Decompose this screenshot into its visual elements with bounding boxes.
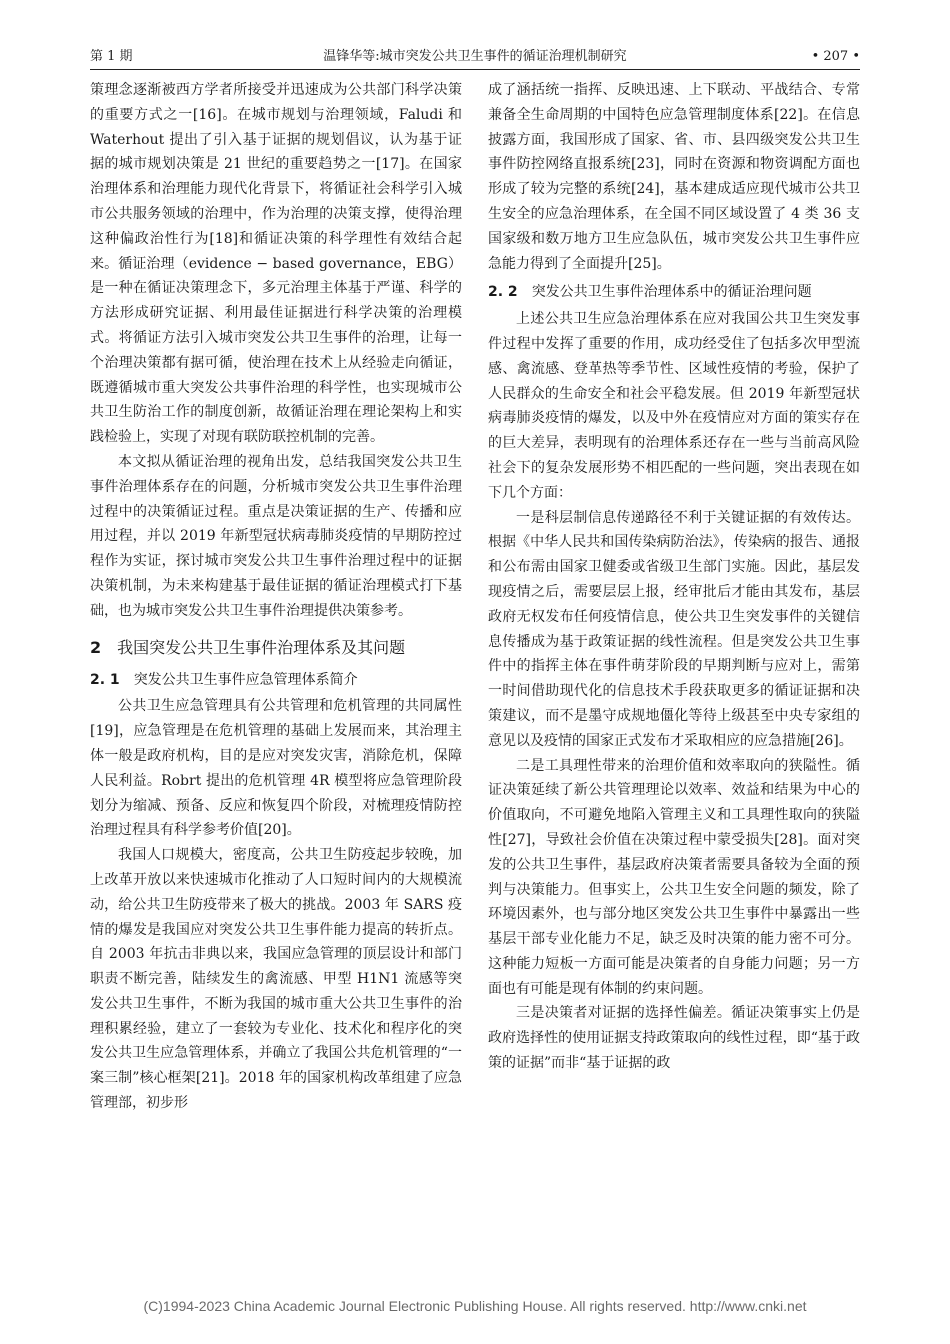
subsection-heading-2-1 [90, 668, 462, 693]
right-paragraph-5: 三是决策者对证据的选择性偏差。循证决策事实上仍是政府选择性的使用证据支持政策取向的线性过程，即“基于政策的证据”而非“基于证据的政 [488, 1005, 860, 1072]
left-paragraph-2: 本文拟从循证治理的视角出发，总结我国突发公共卫生事件治理体系存在的问题，分析城市突发公共卫生事件治理过程中的决策循证过程。重点是决策证据的生产、传播和应用过程，并以 2019 年新型冠状病毒肺炎疫情的早期防控过程作为实证，探讨城市突发公共卫生事件治理过程中的证据决策机制，为未来构建基于最佳证据的循证治理模式打下基础，也为城市突发公共卫生事件治理提供决策参考。 [90, 453, 462, 619]
header-rule [90, 69, 860, 70]
subsection-title: 突发公共卫生事件治理体系中的循证治理问题 [531, 284, 812, 301]
copyright-footer: (C)1994-2023 China Academic Journal Electronic Publishing House. All rights reserved. http://www.cnki.net [143, 1298, 807, 1314]
issue-label: 第 1 期 [90, 49, 133, 64]
subsection-heading-2-2 [488, 280, 860, 305]
right-paragraph-4: 二是工具理性带来的治理价值和效率取向的狭隘性。循证决策延续了新公共管理理论以效率、效益和结果为中心的价值取向，不可避免地陷入管理主义和工具理性取向的狭隘性[27]，导致社会价值在决策过程中蒙受损失[28]。面对突发的公共卫生事件，基层政府决策者需要具备较为全面的预判与决策能力。但事实上，公共卫生安全问题的频发，除了环境因素外，也与部分地区突发公共卫生事件中暴露出一些基层干部专业化能力不足，缺乏及时决策的能力密不可分。这种能力短板一方面可能是决策者的自身能力问题；另一方面也有可能是现有体制的约束问题。 [488, 757, 860, 997]
right-paragraph-2: 上述公共卫生应急治理体系在应对我国公共卫生突发事件过程中发挥了重要的作用，成功经受住了包括多次甲型流感、禽流感、登革热等季节性、区域性疫情的考验，保护了人民群众的生命安全和社会平稳发展。但 2019 年新型冠状病毒肺炎疫情的爆发，以及中外在疫情应对方面的策实存在的巨大差异，表明现有的治理体系还存在一些与当前高风险社会下的复杂发展形势不相匹配的一些问题，突出表现在如下几个方面： [488, 311, 860, 501]
left-paragraph-4: 我国人口规模大，密度高，公共卫生防疫起步较晚，加上改革开放以来快速城市化推动了人口短时间内的大规模流动，给公共卫生防疫带来了极大的挑战。2003 年 SARS 疫情的爆发是我国应对突发公共卫生事件能力提高的转折点。自 2003 年抗击非典以来，我国应急管理的顶层设计和部门职责不断完善，陆续发生的禽流感、甲型 H1N1 流感等突发公共卫生事件，不断为我国的城市重大公共卫生事件的治理积累经验，建立了一套较为专业化、技术化和程序化的突发公共卫生应急管理体系，并确立了我国公共危机管理的“一案三制”核心框架[21]。2018 年的国家机构改革组建了应急管理部，初步形 [90, 847, 462, 1112]
section-title: 我国突发公共卫生事件治理体系及其问题 [117, 637, 406, 657]
section-number: 2 [90, 637, 102, 657]
left-paragraph-3: 公共卫生应急管理具有公共管理和危机管理的共同属性[19]，应急管理是在危机管理的基础上发展而来，其治理主体一般是政府机构，目的是应对突发灾害，消除危机，保障人民利益。Robrt 提出的危机管理 4R 模型将应急管理阶段划分为缩减、预备、反应和恢复四个阶段，对梳理疫情防控治理过程具有科学参考价值[20]。 [90, 698, 462, 839]
right-paragraph-1: 成了涵括统一指挥、反映迅速、上下联动、平战结合、专常兼备全生命周期的中国特色应急管理制度体系[22]。在信息披露方面，我国形成了国家、省、市、县四级突发公共卫生事件防控网络直报系统[23]，同时在资源和物资调配方面也形成了较为完整的系统[24]，基本建成适应现代城市公共卫生安全的应急治理体系，在全国不同区域设置了 4 类 36 支国家级和数万地方卫生应急队伍，城市突发公共卫生事件应急能力得到了全面提升[25]。 [488, 82, 860, 272]
right-column [488, 78, 860, 1270]
subsection-number: 2. 2 [488, 284, 518, 301]
left-column [90, 78, 462, 1270]
right-paragraph-3: 一是科层制信息传递路径不利于关键证据的有效传达。根据《中华人民共和国传染病防治法》，传染病的报告、通报和公布需由国家卫健委或省级卫生部门实施。因此，基层发现疫情之后，需要层层上报，经审批后才能由其发布，基层政府无权发布任何疫情信息，使公共卫生突发事件的关键信息传播成为基于政策证据的线性流程。但是突发公共卫生事件中的指挥主体在事件萌芽阶段的早期判断与应对上，需第一时间借助现代化的信息技术手段获取更多的循证证据和决策建议，而不是墨守成规地僵化等待上级甚至中央专家组的意见以及疫情的国家正式发布才采取相应的应急措施[26]。 [488, 509, 860, 749]
subsection-number: 2. 1 [90, 671, 120, 688]
subsection-title: 突发公共卫生事件应急管理体系简介 [133, 671, 358, 688]
section-heading-2 [90, 634, 462, 662]
running-title: 温锋华等:城市突发公共卫生事件的循证治理机制研究 [323, 49, 627, 64]
left-paragraph-1: 策理念逐渐被西方学者所接受并迅速成为公共部门科学决策的重要方式之一[16]。在城市规划与治理领域，Faludi 和 Waterhout 提出了引入基于证据的规划倡议，认为基于证据的城市规划决策是 21 世纪的重要趋势之一[17]。在国家治理体系和治理能力现代化背景下，将循证社会科学引入城市公共服务领域的治理中，作为治理的决策支撑，使得治理这种偏政治性行为[18]和循证决策的科学理性有效结合起来。循证治理（evidence − based governance，EBG）是一种在循证决策理念下，多元治理主体基于严谨、科学的方法形成研究证据、利用最佳证据进行科学决策的治理模式。将循证方法引入城市突发公共卫生事件的治理，让每一个治理决策都有据可循，使治理在技术上从经验走向循证，既遵循城市重大突发公共事件治理的科学性，也实现城市公共卫生防治工作的制度创新，故循证治理在理论架构上和实践检验上，实现了对现有联防联控机制的完善。 [90, 82, 462, 446]
page-number: • 207 • [811, 49, 860, 64]
running-header [90, 46, 860, 68]
